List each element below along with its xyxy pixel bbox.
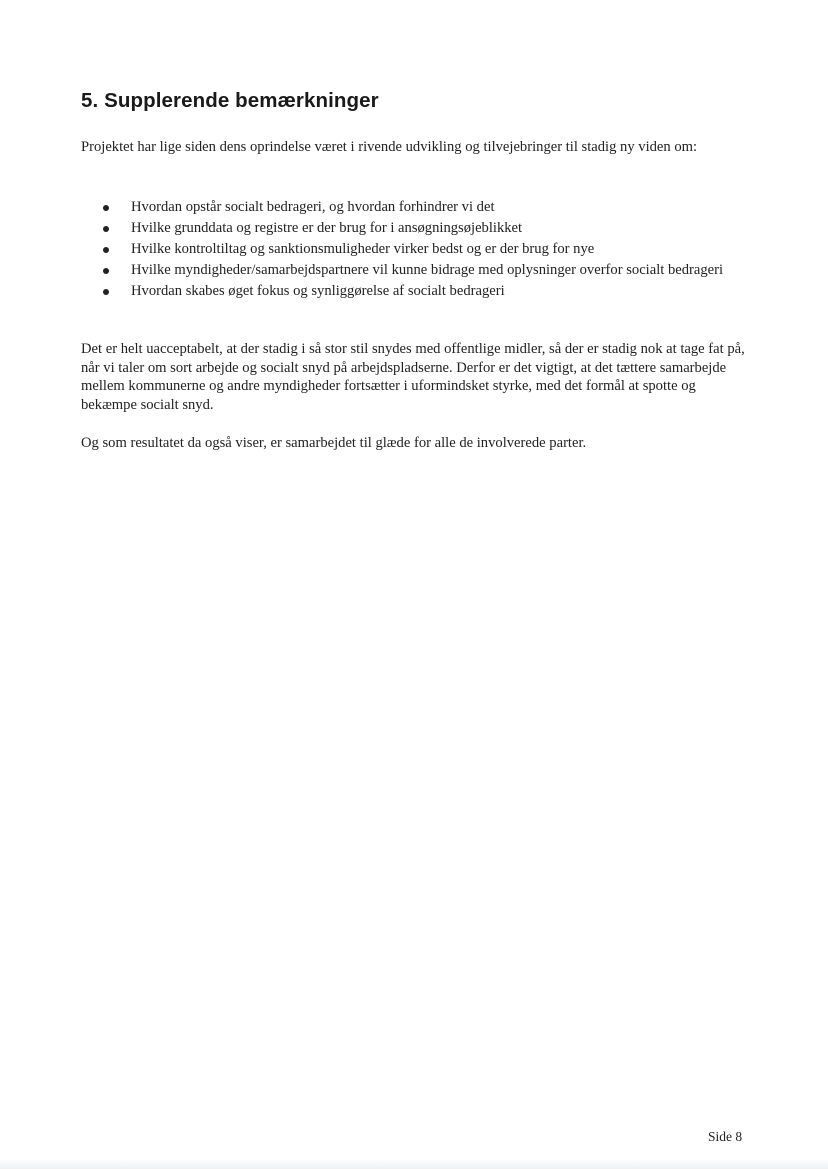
bullet-icon [103,226,109,232]
list-item [81,240,751,259]
body-paragraph: Det er helt uacceptabelt, at der stadig i så stor stil snydes med offentlige midler, så der er stadig nok at tage fat på, når vi taler om sort arbejde og socialt snyd på arbejdspladserne. Derfor er det vigtigt, at det tættere samarbejde mellem kommunerne og andre myndigheder fortsætter i uformindsket styrke, med det formål at spotte og bekæmpe socialt snyd. [81,341,745,413]
list-item [81,198,751,217]
list-item [81,282,751,301]
bullet-icon [103,289,109,295]
list-item [81,261,751,280]
closing-paragraph: Og som resultatet da også viser, er samarbejdet til glæde for alle de involverede parter. [81,435,587,451]
list-item-text: Hvordan opstår socialt bedrageri, og hvordan forhindrer vi det [131,199,495,215]
list-item-text: Hvilke grunddata og registre er der brug for i ansøgningsøjeblikket [131,219,523,236]
page-number: Side 8 [708,1129,743,1144]
list-item-text: Hvilke myndigheder/samarbejdspartnere vil kunne bidrage med oplysninger overfor socialt bedrageri [131,261,724,278]
bullet-icon [103,205,109,211]
list-item-text: Hvordan skabes øget fokus og synliggørelse af socialt bedrageri [131,282,505,299]
bullet-icon [103,247,109,253]
section-heading: 5. Supplerende bemærkninger [81,89,379,112]
bullet-icon [103,268,109,274]
scan-edge-shadow [0,1159,828,1169]
bullet-list [81,198,751,303]
list-item-text: Hvilke kontroltiltag og sanktionsmuligheder virker bedst og er der brug for nye [131,240,595,257]
list-item [81,219,751,238]
intro-paragraph: Projektet har lige siden dens oprindelse været i rivende udvikling og tilvejebringer til stadig ny viden om: [81,139,698,155]
